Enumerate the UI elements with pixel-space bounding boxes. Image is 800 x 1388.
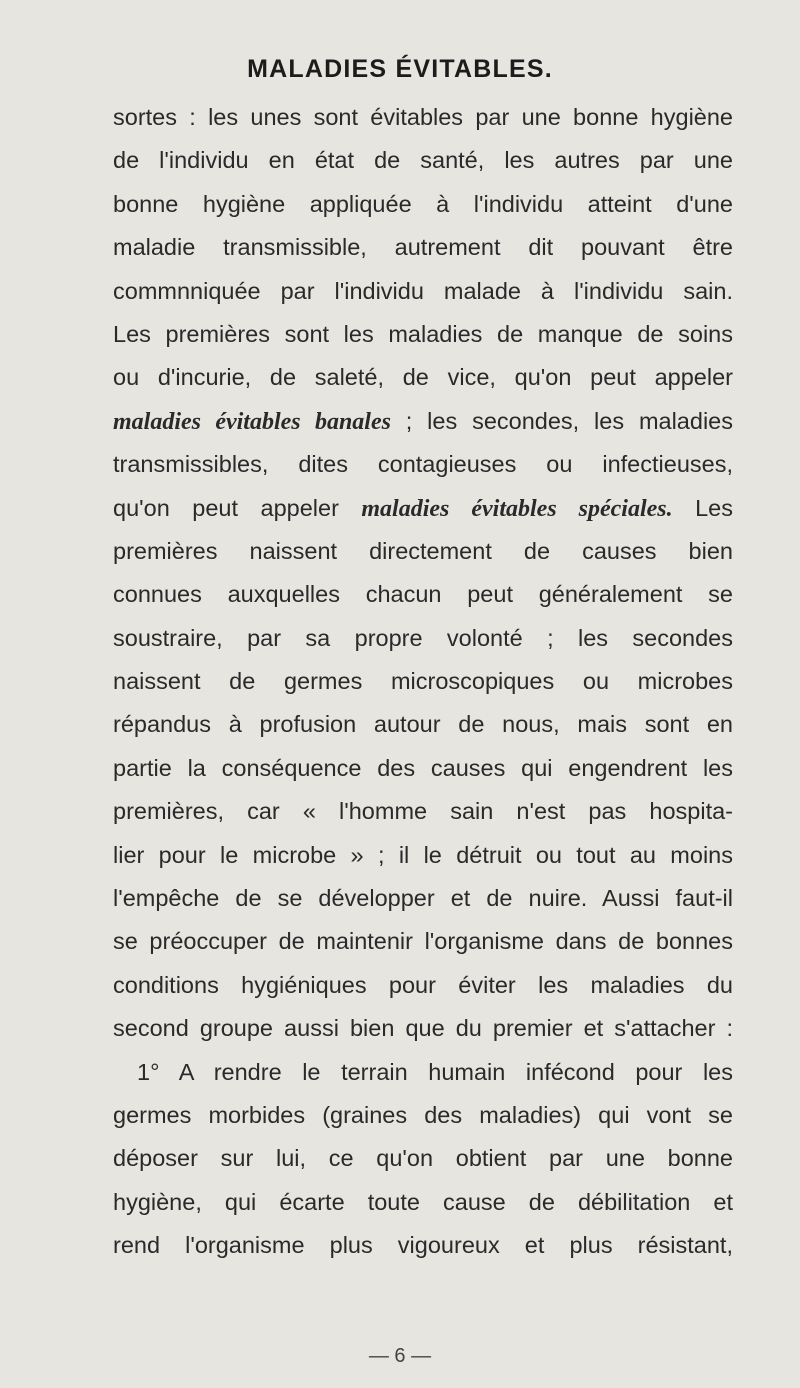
text-line: hygiène, qui écarte toute cause de débilitation et bbox=[113, 1188, 733, 1215]
text-run: Les bbox=[672, 494, 733, 521]
text-run: ; les secondes, les maladies bbox=[390, 407, 733, 434]
text-line: sortes : les unes sont évitables par une bonne hygiène bbox=[113, 104, 733, 130]
text-line: conditions hygiéniques pour éviter les maladies du bbox=[113, 971, 733, 998]
italic-term: maladies évitables spéciales. bbox=[361, 495, 673, 522]
page-number: — 6 — bbox=[368, 1345, 432, 1367]
text-line: maladie transmissible, autrement dit pouvant être bbox=[113, 234, 733, 261]
text-line: se préoccuper de maintenir l'organisme dans de bonnes bbox=[113, 928, 733, 955]
text-line: second groupe aussi bien que du premier et s'attacher : bbox=[113, 1015, 733, 1042]
text-line: déposer sur lui, ce qu'on obtient par une bonne bbox=[113, 1145, 733, 1172]
text-line bbox=[113, 487, 733, 530]
text-line: de l'individu en état de santé, les autres par une bbox=[113, 147, 733, 174]
text-run: qu'on peut appeler bbox=[113, 494, 362, 521]
italic-term: maladies évitables banales bbox=[113, 408, 391, 435]
text-line: commnniquée par l'individu malade à l'individu sain. bbox=[113, 277, 733, 304]
text-line: Les premières sont les maladies de manque de soins bbox=[113, 320, 733, 347]
text-line: transmissibles, dites contagieuses ou infectieuses, bbox=[113, 451, 733, 478]
text-line: bonne hygiène appliquée à l'individu atteint d'une bbox=[113, 190, 733, 217]
text-line: premières naissent directement de causes bien bbox=[113, 537, 733, 564]
text-line: naissent de germes microscopiques ou microbes bbox=[113, 668, 733, 695]
body-text bbox=[113, 96, 733, 1268]
running-title: MALADIES ÉVITABLES. bbox=[247, 55, 553, 83]
text-line: l'empêche de se développer et de nuire. Aussi faut-il bbox=[113, 885, 733, 912]
text-line: lier pour le microbe » ; il le détruit ou tout au moins bbox=[113, 841, 733, 868]
text-line: premières, car « l'homme sain n'est pas hospita- bbox=[113, 798, 733, 825]
text-line: partie la conséquence des causes qui engendrent les bbox=[113, 754, 733, 781]
text-line bbox=[113, 400, 733, 443]
text-line: soustraire, par sa propre volonté ; les secondes bbox=[113, 624, 733, 651]
text-line: rend l'organisme plus vigoureux et plus résistant, bbox=[113, 1232, 733, 1259]
text-line: germes morbides (graines des maladies) qui vont se bbox=[113, 1101, 733, 1128]
text-line: ou d'incurie, de saleté, de vice, qu'on peut appeler bbox=[113, 364, 733, 391]
text-line: 1° A rendre le terrain humain infécond pour les bbox=[137, 1058, 733, 1085]
text-line: connues auxquelles chacun peut généralement se bbox=[113, 581, 733, 608]
text-line: répandus à profusion autour de nous, mais sont en bbox=[113, 711, 733, 738]
